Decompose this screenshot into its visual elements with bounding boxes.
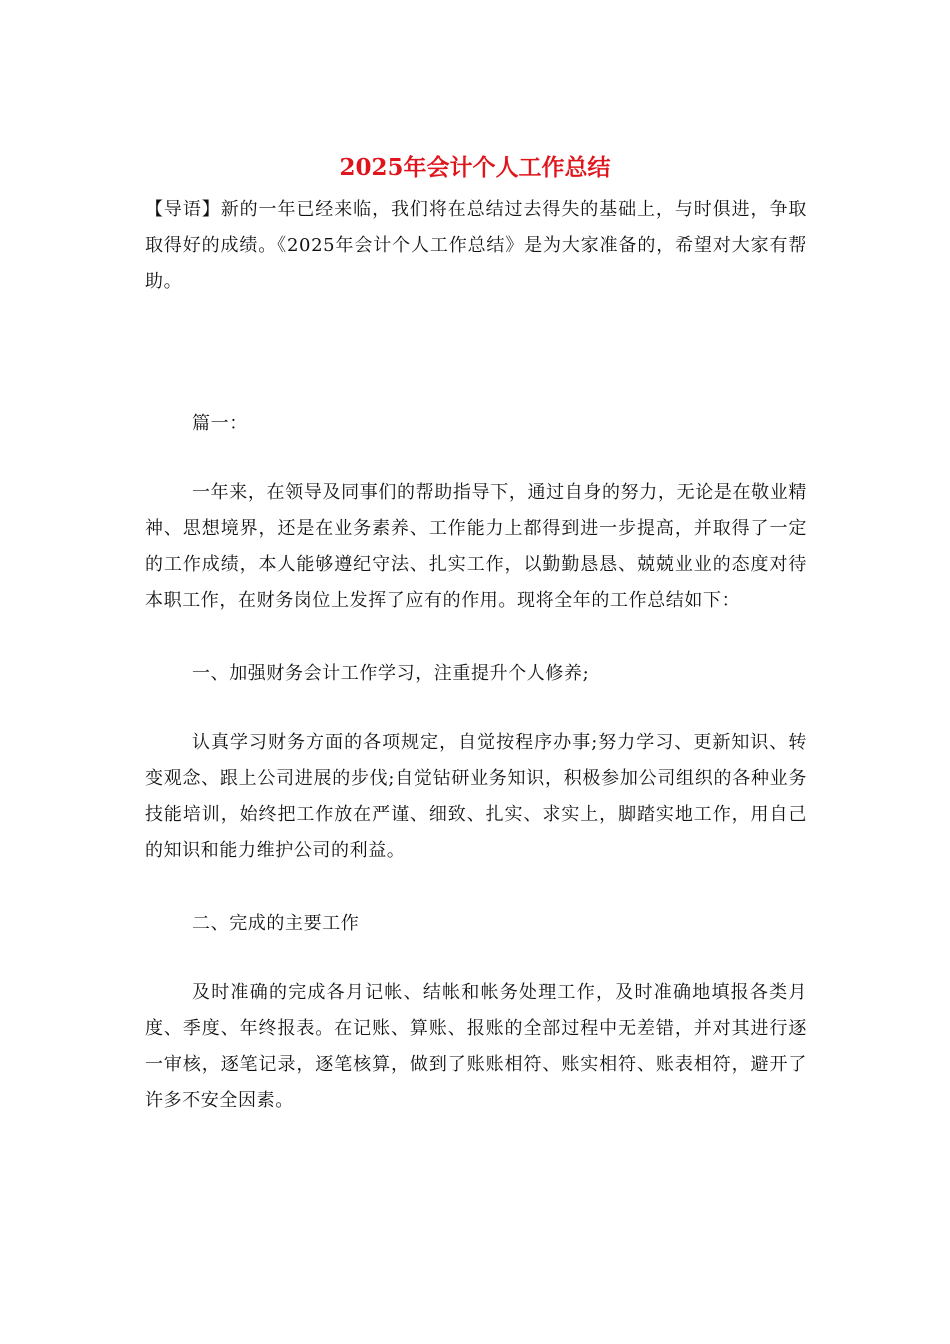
body-paragraph-3: 及时准确的完成各月记帐、结帐和帐务处理工作，及时准确地填报各类月度、季度、年终报表。在记账、算账、报账的全部过程中无差错，并对其进行逐一审核，逐笔记录，逐笔核算，做到了账账相符、账实相符、账表相符，避开了许多不安全因素。 xyxy=(145,982,807,1111)
body-paragraph-2: 认真学习财务方面的各项规定，自觉按程序办事;努力学习、更新知识、转变观念、跟上公司进展的步伐;自觉钻研业务知识，积极参加公司组织的各种业务技能培训，始终把工作放在严谨、细致、扎实、求实上，脚踏实地工作，用自己的知识和能力维护公司的利益。 xyxy=(145,732,807,861)
section-heading-1: 一、加强财务会计工作学习，注重提升个人修养; xyxy=(192,663,590,684)
document-title: 2025年会计个人工作总结 xyxy=(339,154,611,181)
section-label: 篇一： xyxy=(192,413,248,434)
intro-paragraph: 【导语】新的一年已经来临，我们将在总结过去得失的基础上，与时俱进，争取取得好的成绩。《2025年会计个人工作总结》是为大家准备的，希望对大家有帮助。 xyxy=(145,199,807,292)
section-heading-2: 二、完成的主要工作 xyxy=(192,913,360,934)
body-paragraph-1: 一年来，在领导及同事们的帮助指导下，通过自身的努力，无论是在敬业精神、思想境界，还是在业务素养、工作能力上都得到进一步提高，并取得了一定的工作成绩，本人能够遵纪守法、扎实工作，以勤勤恳恳、兢兢业业的态度对待本职工作，在财务岗位上发挥了应有的作用。现将全年的工作总结如下： xyxy=(145,482,807,611)
